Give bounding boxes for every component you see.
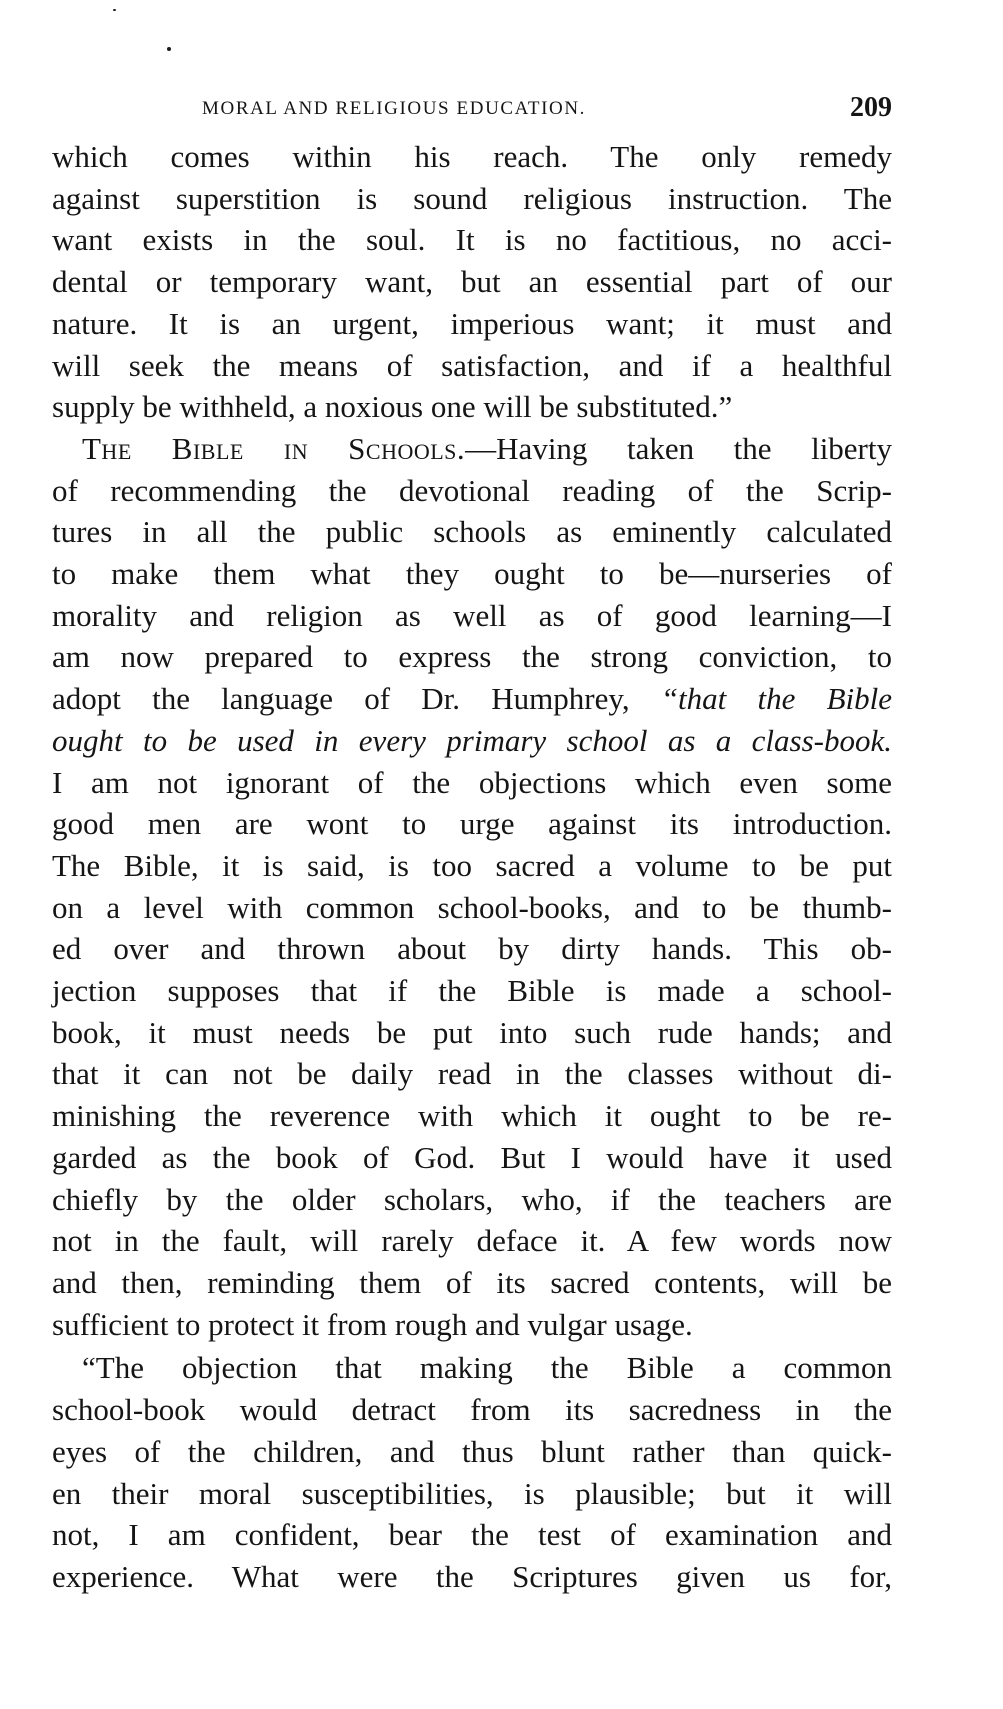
text-line: The Bible, it is said, is too sacred a volume to be put xyxy=(52,847,892,883)
text-line: and then, reminding them of its sacred contents, will be xyxy=(52,1264,892,1300)
text-line: nature. It is an urgent, imperious want; it must and xyxy=(52,305,892,341)
text-line: morality and religion as well as of good learning—I xyxy=(52,597,892,633)
text-line: sufficient to protect it from rough and vulgar usage. xyxy=(52,1306,693,1342)
section-heading: The Bible in Schools. xyxy=(82,430,466,466)
text-line: dental or temporary want, but an essential part of our xyxy=(52,264,892,300)
text-line: which comes within his reach. The only remedy xyxy=(52,139,892,174)
paragraph-opening-line xyxy=(52,428,892,470)
scan-speck xyxy=(167,47,171,51)
text-line: am now prepared to express the strong conviction, to xyxy=(52,639,892,675)
text-line: ed over and thrown about by dirty hands. This ob- xyxy=(52,931,892,967)
text-line: eyes of the children, and thus blunt rather than quick- xyxy=(52,1433,892,1469)
running-head xyxy=(52,92,892,126)
text-line: supply be withheld, a noxious one will be substituted.” xyxy=(52,389,733,425)
text-line: against superstition is sound religious instruction. The xyxy=(52,180,892,216)
page-number: 209 xyxy=(850,92,892,123)
text-line: book, it must needs be put into such rude hands; and xyxy=(52,1014,892,1050)
text-line: jection supposes that if the Bible is made a school- xyxy=(52,973,892,1009)
body-text xyxy=(52,136,892,1598)
italic-quote-line: ought to be used in every primary school as a class-book. xyxy=(52,722,892,758)
text-line: not, I am confident, bear the test of examination and xyxy=(52,1517,892,1553)
italic-quote-run: “that the Bible xyxy=(660,681,892,717)
text-line: en their moral susceptibilities, is plausible; but it will xyxy=(52,1475,892,1511)
text-line: tures in all the public schools as eminently calculated xyxy=(52,514,892,550)
text-line: school-book would detract from its sacredness in the xyxy=(52,1392,892,1428)
text-line: of recommending the devotional reading of the Scrip- xyxy=(52,472,892,508)
text-line: not in the fault, will rarely deface it. A few words now xyxy=(52,1223,892,1259)
scan-speck xyxy=(113,9,116,11)
running-head-title: MORAL AND RELIGIOUS EDUCATION. xyxy=(202,98,587,119)
text-line: will seek the means of satisfaction, and if a healthful xyxy=(52,347,892,383)
text-line: good men are wont to urge against its introduction. xyxy=(52,806,892,842)
text-line: minishing the reverence with which it ought to be re- xyxy=(52,1098,892,1134)
text-line: garded as the book of God. But I would have it used xyxy=(52,1139,892,1175)
text-run: adopt the language of Dr. Humphrey, xyxy=(52,681,661,717)
text-line: I am not ignorant of the objections which even some xyxy=(52,764,892,800)
text-run: —Having taken the liberty xyxy=(465,430,892,466)
text-line: chiefly by the older scholars, who, if the teachers are xyxy=(52,1181,892,1217)
text-line: experience. What were the Scriptures given us for, xyxy=(52,1558,892,1594)
text-line: want exists in the soul. It is no factitious, no acci- xyxy=(52,222,892,258)
text-line: to make them what they ought to be—nurseries of xyxy=(52,556,892,592)
text-line-with-quote xyxy=(52,678,892,720)
text-line: that it can not be daily read in the classes without di- xyxy=(52,1056,892,1092)
text-line: “The objection that making the Bible a common xyxy=(82,1350,892,1386)
text-line: on a level with common school-books, and to be thumb- xyxy=(52,889,892,925)
